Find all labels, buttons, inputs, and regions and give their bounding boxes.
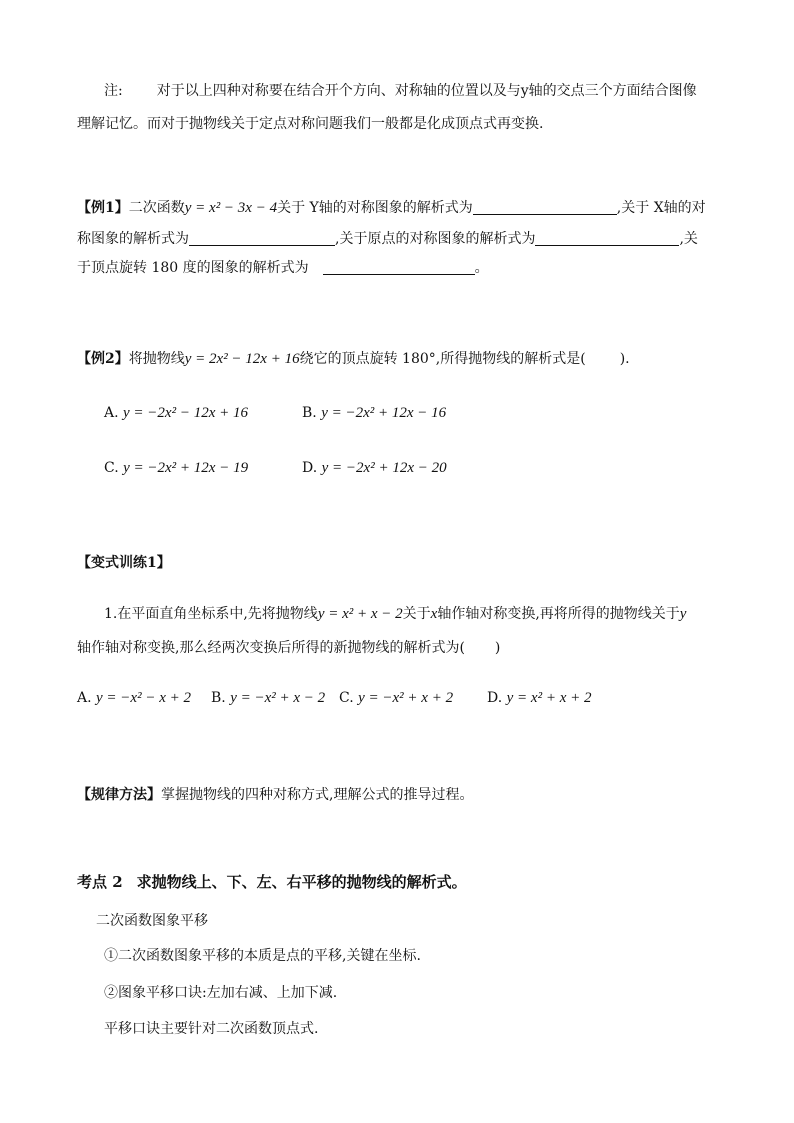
variant-q-func: y = x² + x − 2	[317, 606, 403, 622]
point2-item-1: ①二次函数图象平移的本质是点的平移,关键在坐标.	[104, 948, 421, 964]
example2-option-c[interactable]	[104, 458, 302, 478]
option-expr: y = −x² − x + 2	[96, 690, 191, 706]
example2-tag: 【例2】	[77, 351, 129, 367]
variant-option-c[interactable]	[339, 688, 487, 708]
example1-pre: 二次函数	[128, 200, 185, 216]
variant-tag: 【变式训练1】	[77, 555, 171, 571]
option-expr: y = −2x² + 12x − 20	[321, 460, 447, 476]
note-line-1	[77, 81, 722, 101]
variant-q-line2: 轴作轴对称变换,那么经两次变换后所得的新抛物线的解析式为(	[77, 640, 465, 656]
example1-t7: 。	[474, 260, 489, 276]
point2-title: 求抛物线上、下、左、右平移的抛物线的解析式。	[136, 873, 467, 891]
option-label: D.	[302, 460, 318, 476]
variant-q-post: 轴作轴对称变换,再将所得的抛物线关于	[437, 606, 680, 622]
variant-q-y: y	[679, 606, 687, 622]
example1-t5: ,关	[679, 231, 698, 247]
option-expr: y = −x² + x + 2	[358, 690, 454, 706]
example1-line-2	[77, 229, 722, 249]
variant-question-line-1	[104, 604, 722, 624]
answer-blank-vertex-rotation[interactable]	[323, 259, 475, 275]
example1-t1: 关于 Y轴的对称图象的解析式为	[277, 200, 473, 216]
method-tag: 【规律方法】	[77, 787, 161, 803]
option-expr: y = −2x² + 12x − 16	[321, 405, 447, 421]
variant-option-d[interactable]	[487, 690, 591, 706]
option-expr: y = x² + x + 2	[506, 690, 592, 706]
option-label: D.	[487, 690, 503, 706]
variant-option-a[interactable]	[77, 688, 211, 708]
variant-q-pre: 1.在平面直角坐标系中,先将抛物线	[104, 606, 318, 622]
variant-q-x: x	[430, 606, 438, 622]
variant-options-row	[77, 688, 722, 708]
method-line	[77, 785, 722, 805]
option-label: C.	[104, 460, 119, 476]
point2-tip: 平移口诀主要针对二次函数顶点式.	[104, 1021, 319, 1037]
answer-blank-y-axis[interactable]	[473, 199, 617, 215]
example1-t4: ,关于原点的对称图象的解析式为	[335, 231, 536, 247]
option-expr: y = −2x² + 12x − 19	[123, 460, 249, 476]
example1-line-3	[77, 258, 722, 278]
example1-t2: ,关于 X轴的对	[616, 200, 706, 216]
example2-func: y = 2x² − 12x + 16	[184, 351, 300, 367]
example2-post: 绕它的顶点旋转 180°,所得抛物线的解析式是(	[299, 351, 586, 367]
option-label: A.	[77, 690, 92, 706]
answer-blank-origin[interactable]	[535, 230, 679, 246]
example2-end: ).	[619, 351, 630, 367]
option-expr: y = −2x² − 12x + 16	[123, 405, 248, 421]
example1-line-1	[77, 198, 722, 218]
note-label: 注:	[104, 83, 123, 99]
option-label: B.	[211, 690, 226, 706]
point2-item-2: ②图象平移口诀:左加右减、上加下减.	[104, 985, 338, 1001]
example1-t6: 于顶点旋转 180 度的图象的解析式为	[77, 260, 309, 276]
example2-option-b[interactable]	[302, 405, 446, 421]
example2-question	[77, 349, 722, 369]
answer-blank-x-axis[interactable]	[189, 230, 335, 246]
example2-option-a[interactable]	[104, 403, 302, 423]
variant-question-line-2	[77, 638, 722, 658]
variant-q-end: )	[494, 640, 501, 656]
point2-subtitle: 二次函数图象平移	[96, 913, 208, 929]
option-label: A.	[104, 405, 119, 421]
option-expr: y = −x² + x − 2	[230, 690, 326, 706]
point2-label: 考点 2	[77, 873, 123, 891]
option-label: B.	[302, 405, 317, 421]
variant-q-mid: 关于	[402, 606, 431, 622]
note-text-1: 对于以上四种对称要在结合开个方向、对称轴的位置以及与y轴的交点三个方面结合图像	[156, 83, 697, 99]
example2-options-row-2	[104, 458, 749, 478]
example1-tag: 【例1】	[77, 200, 129, 216]
example2-option-d[interactable]	[302, 460, 447, 476]
example1-func: y = x² − 3x − 4	[184, 200, 278, 216]
example2-options-row-1	[104, 403, 749, 423]
note-line-2: 理解记忆。而对于抛物线关于定点对称问题我们一般都是化成顶点式再变换.	[77, 116, 544, 132]
option-label: C.	[339, 690, 354, 706]
example2-pre: 将抛物线	[128, 351, 185, 367]
variant-option-b[interactable]	[211, 688, 339, 708]
example1-t3: 称图象的解析式为	[77, 231, 189, 247]
method-text: 掌握抛物线的四种对称方式,理解公式的推导过程。	[161, 787, 474, 803]
point2-heading	[77, 872, 722, 892]
